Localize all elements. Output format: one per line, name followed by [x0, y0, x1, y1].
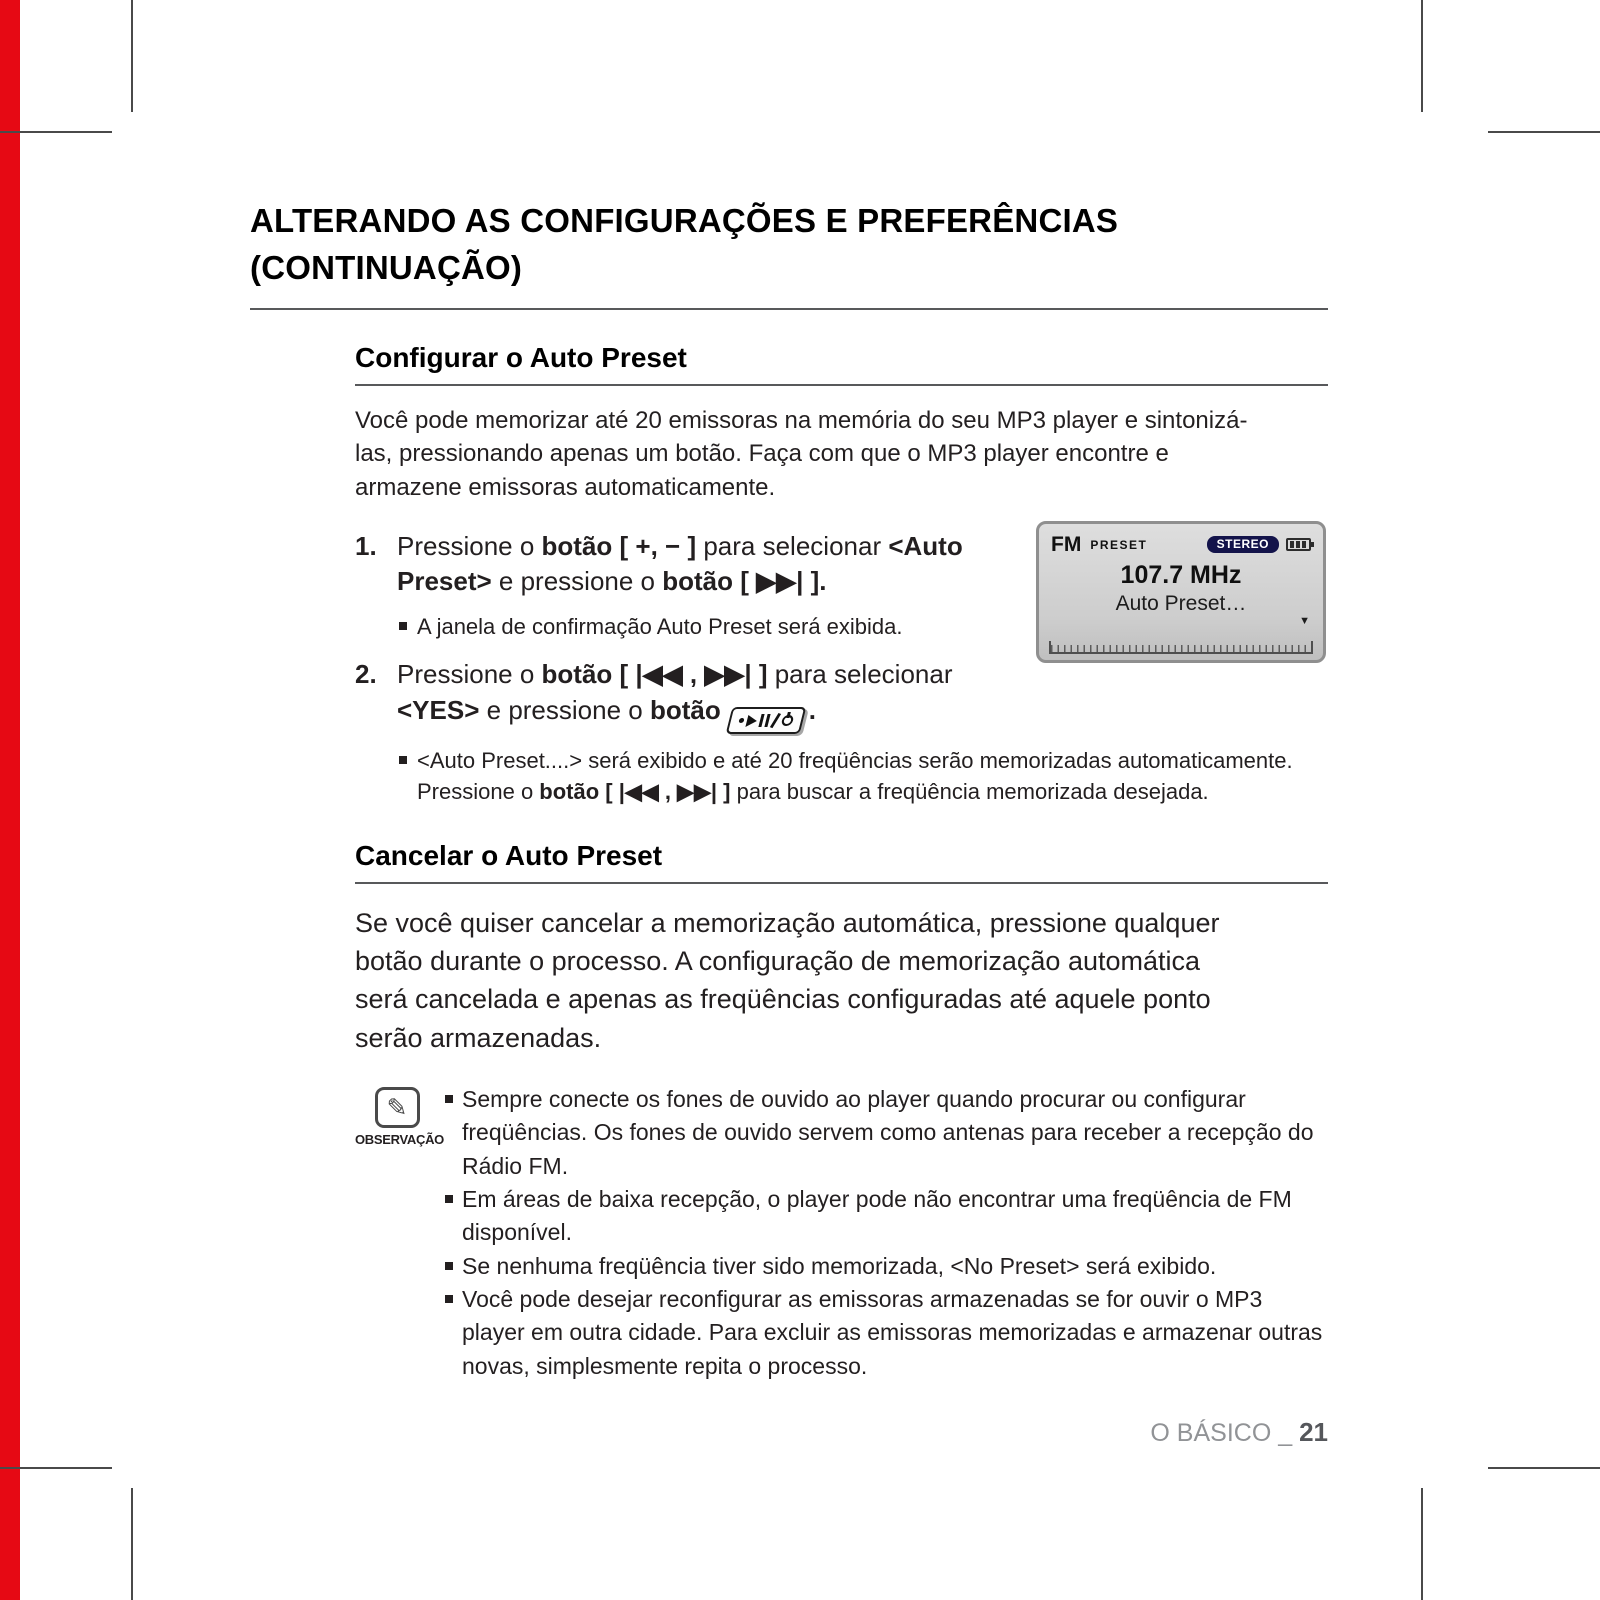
play-pause-power-button-icon [725, 707, 806, 734]
note-icon-column [355, 1087, 444, 1383]
crop-mark [1488, 1467, 1600, 1469]
plus-minus-button-label: botão [ +, − ] [541, 530, 697, 561]
page-title-line2: (CONTINUAÇÃO) [250, 248, 523, 286]
step-1-note-text: A janela de confirmação Auto Preset será exibida. [417, 614, 903, 640]
note-bullet [445, 1083, 1328, 1183]
frequency-readout: 107.7 MHz [1120, 560, 1242, 589]
note-bullet-text: Sempre conecte os fones de ouvido ao player quando procurar ou configurar freqüências. Os fones de ouvido servem como antenas para receber a recepção do Rádio FM. [462, 1085, 1314, 1179]
left-edge-red-band [0, 0, 20, 1600]
auto-preset-menu-label: <Auto Preset> [397, 530, 963, 597]
square-bullet-icon [445, 1295, 453, 1303]
note-bullet [445, 1283, 1328, 1383]
step-1-seg: e pressione o [491, 566, 663, 597]
screen-status-text: Auto Preset… [1115, 591, 1247, 615]
page-title [250, 198, 1328, 310]
section-heading-configure: Configurar o Auto Preset [355, 342, 1328, 386]
pencil-icon: ✎ [386, 1093, 408, 1122]
step-2-seg: e pressione o [479, 694, 650, 725]
note-bullet-text: Você pode desejar reconfigurar as emissoras armazenadas se for ouvir o MP3 player em outra cidade. Para excluir as emissoras memorizadas e armazenar outras novas, simplesmente repita o processo. [462, 1285, 1323, 1379]
note-bullet-list [445, 1083, 1328, 1383]
skip-buttons-label: botão [ |◀◀ , ▶▶| ] [539, 778, 731, 804]
fm-band-label: FM [1051, 532, 1082, 556]
step-2-note-seg: <Auto Preset....> será exibido e até 20 freqüências serão memorizadas automaticamente. Pressione o [417, 747, 1293, 804]
cancel-paragraph: Se você quiser cancelar a memorização automática, pressione qualquer botão durante o processo. A configuração de memorização automática será cancelada e apenas as freqüências configuradas até aquele ponto serão armazenadas. [355, 907, 1220, 1053]
steps-block [355, 529, 1328, 808]
frequency-scale-ruler [1049, 641, 1313, 654]
device-screen-topbar [1051, 533, 1311, 557]
step-1-number: 1. [355, 530, 377, 561]
square-bullet-icon [399, 756, 407, 764]
note-bullet [445, 1183, 1328, 1250]
square-bullet-icon [445, 1195, 453, 1203]
page-content [250, 198, 1328, 1448]
note-label: OBSERVAÇÃO [355, 1131, 444, 1147]
down-arrow-icon: ▼ [1299, 614, 1310, 627]
page-footer [355, 1417, 1328, 1448]
step-2-seg: . [808, 694, 816, 725]
step-2-number: 2. [355, 659, 377, 690]
note-block [355, 1083, 1328, 1383]
square-bullet-icon [445, 1262, 453, 1270]
footer-section-label: O BÁSICO _ [1150, 1418, 1300, 1447]
yes-option-label: <YES> [397, 694, 480, 725]
device-screen [1036, 521, 1326, 663]
crop-mark [0, 1467, 112, 1469]
step-1-seg: para selecionar [696, 530, 889, 561]
button-word-label: botão [649, 694, 721, 725]
body-column [355, 342, 1328, 1448]
step-2-seg: Pressione o [397, 659, 542, 690]
crop-mark [1421, 1488, 1423, 1600]
step-1-seg: Pressione o [397, 530, 542, 561]
configure-intro: Você pode memorizar até 20 emissoras na memória do seu MP3 player e sintonizá-las, pressionando apenas um botão. Faça com que o MP3 player encontre e armazene emissoras automaticamente. [355, 406, 1248, 501]
step-2-note-text [417, 746, 1299, 808]
stereo-badge: STEREO [1207, 536, 1279, 553]
crop-mark [131, 1488, 133, 1600]
crop-mark [1488, 131, 1600, 133]
note-bullet [445, 1250, 1328, 1283]
battery-icon [1286, 538, 1311, 551]
note-bullet-text: Se nenhuma freqüência tiver sido memorizada, <No Preset> será exibido. [462, 1252, 1217, 1279]
page-title-line1: ALTERANDO AS CONFIGURAÇÕES E PREFERÊNCIAS [250, 202, 1119, 239]
preset-mode-label: PRESET [1090, 537, 1148, 552]
square-bullet-icon [445, 1095, 453, 1103]
note-bullet-text: Em áreas de baixa recepção, o player pode não encontrar uma freqüência de FM disponível. [462, 1185, 1292, 1246]
skip-next-button-label: botão [ ▶▶| ]. [662, 566, 827, 597]
crop-mark [1421, 0, 1423, 112]
crop-mark [131, 0, 133, 112]
square-bullet-icon [399, 622, 407, 630]
step-2-text [397, 657, 1037, 734]
step-2-seg: para selecionar [767, 659, 953, 690]
section-heading-cancel: Cancelar o Auto Preset [355, 840, 1328, 884]
note-icon [375, 1087, 420, 1128]
crop-mark [0, 131, 112, 133]
step-2-note-seg: para buscar a freqüência memorizada desejada. [730, 778, 1209, 804]
step-2 [355, 657, 1328, 734]
page-number: 21 [1299, 1416, 1328, 1447]
step-1-text [397, 529, 1007, 601]
skip-buttons-label: botão [ |◀◀ , ▶▶| ] [541, 659, 768, 690]
step-2-note [399, 746, 1299, 808]
